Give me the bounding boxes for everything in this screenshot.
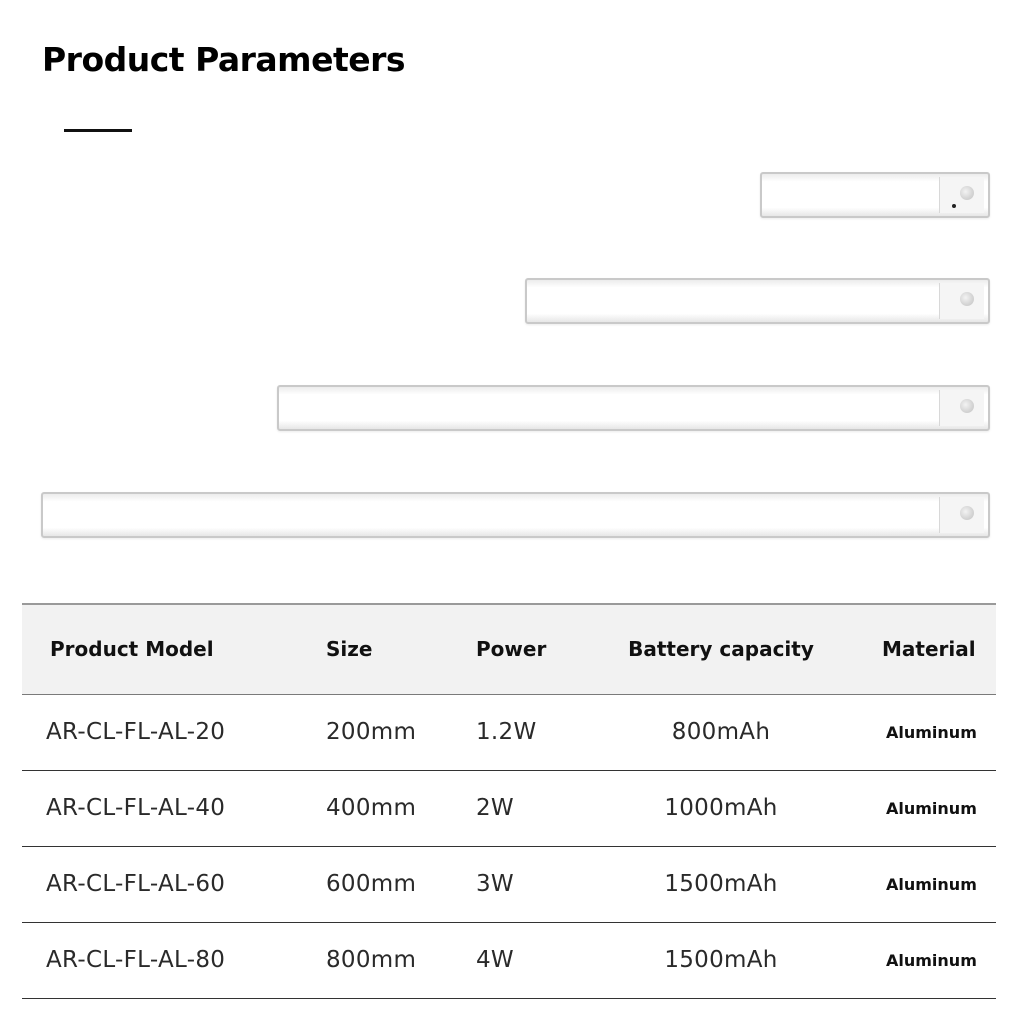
motion-sensor-icon <box>960 186 974 200</box>
header-power: Power <box>476 637 547 662</box>
title-underline <box>64 129 132 132</box>
cell-material: Aluminum <box>886 950 977 970</box>
motion-sensor-icon <box>960 292 974 306</box>
cell-battery: 800mAh <box>671 719 771 745</box>
header-size: Size <box>326 637 373 662</box>
cell-size: 600mm <box>326 871 417 897</box>
motion-sensor-icon <box>960 399 974 413</box>
cell-power: 1.2W <box>476 719 537 745</box>
cell-size: 800mm <box>326 947 417 973</box>
header-battery-capacity: Battery capacity <box>628 637 814 662</box>
cell-battery: 1000mAh <box>664 795 778 821</box>
light-bar-20 <box>760 172 990 218</box>
cell-material: Aluminum <box>886 798 977 818</box>
cell-size: 400mm <box>326 795 417 821</box>
cell-material: Aluminum <box>886 722 977 742</box>
table-row <box>22 694 996 770</box>
cell-size: 200mm <box>326 719 417 745</box>
table-header-row <box>22 604 996 694</box>
light-bar-40 <box>525 278 990 324</box>
cell-power: 2W <box>476 795 514 821</box>
light-bar-60 <box>277 385 990 431</box>
cell-power: 3W <box>476 871 514 897</box>
cell-battery: 1500mAh <box>664 871 778 897</box>
cell-model: AR-CL-FL-AL-80 <box>46 947 226 973</box>
header-product-model: Product Model <box>50 637 214 662</box>
page-title: Product Parameters <box>42 40 406 79</box>
cell-power: 4W <box>476 947 514 973</box>
cell-model: AR-CL-FL-AL-40 <box>46 795 226 821</box>
table-row <box>22 922 996 998</box>
cell-material: Aluminum <box>886 874 977 894</box>
motion-sensor-icon <box>960 506 974 520</box>
cell-battery: 1500mAh <box>664 947 778 973</box>
cell-model: AR-CL-FL-AL-20 <box>46 719 226 745</box>
header-material: Material <box>882 637 976 662</box>
table-row <box>22 846 996 922</box>
spec-table <box>22 603 996 999</box>
light-bar-80 <box>41 492 990 538</box>
cell-model: AR-CL-FL-AL-60 <box>46 871 226 897</box>
indicator-dot <box>952 204 956 208</box>
table-row <box>22 770 996 846</box>
